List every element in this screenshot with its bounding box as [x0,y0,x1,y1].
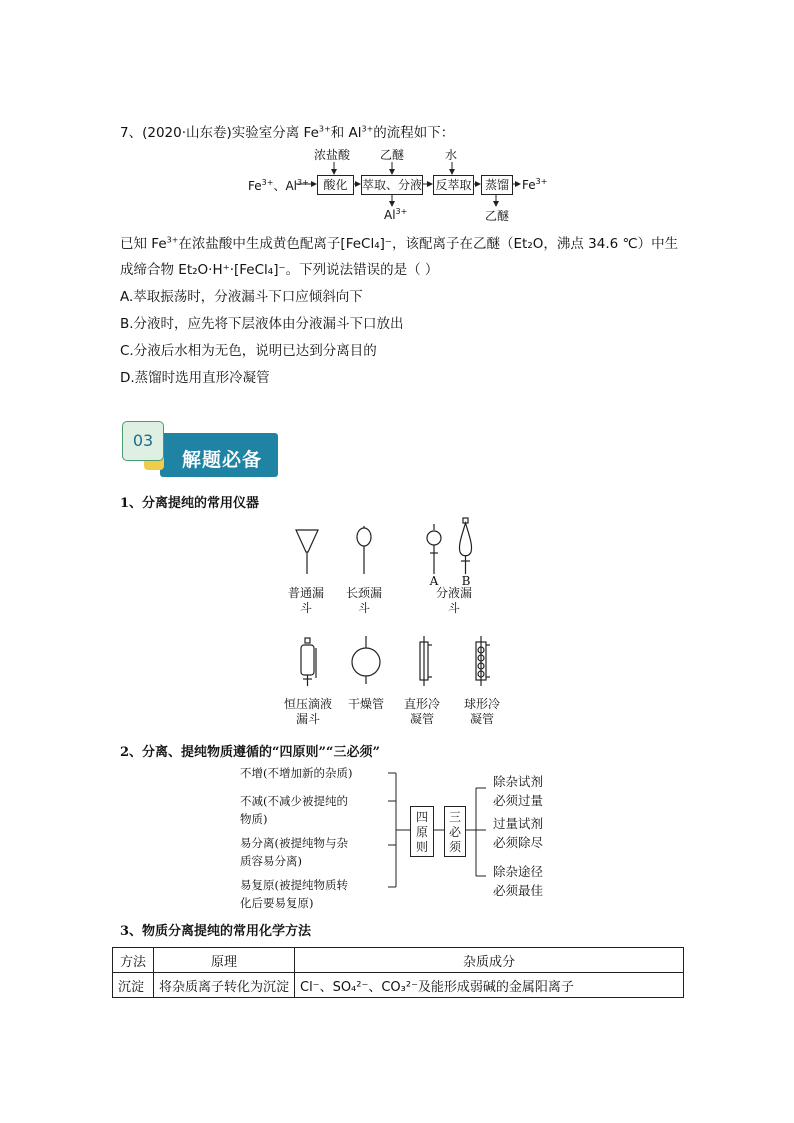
question-line-2: 成缔合物 Et₂O·H⁺·[FeCl₄]⁻。下列说法错误的是（ ） [120,262,439,278]
caption-straight-condenser: 直形冷凝管 [403,697,440,726]
caption-sep-funnel: 分液漏斗 [435,586,472,615]
caption-ordinary-funnel: 普通漏斗 [287,586,324,615]
table-header-impurity: 杂质成分 [295,948,684,973]
rule-2: 不减(不减少被提纯的 物质) [240,794,348,826]
caption-bulb-condenser: 球形冷凝管 [463,697,500,726]
flow-input: $Fe^{3+}$、$Al^{3+}$ [248,178,309,193]
label-a: A [429,574,439,588]
step-back-extract: 反萃取 [433,175,474,195]
banner-number: 03 [122,421,164,461]
reagent-ether: 乙醚 [380,148,405,162]
step-acidify: 酸化 [317,175,354,195]
option-b: B.分液时，应先将下层液体由分液漏斗下口放出 [120,316,404,332]
step-extract: 萃取、分液 [361,175,423,195]
caption-drying-tube: 干燥管 [347,697,384,711]
methods-table [112,947,684,998]
table-header-row [113,948,684,973]
question-line-1: 已知 $Fe^{3+}$在浓盐酸中生成黄色配离子[FeCl₄]⁻，该配离子在乙醚（Et₂O，沸点 34.6 ℃）中生 [120,235,679,252]
table-cell-principle: 将杂质离子转化为沉淀 [154,973,295,998]
three-musts-box: 三必须 [444,806,466,857]
table-cell-impurity: Cl⁻、SO₄²⁻、CO₃²⁻及能形成弱碱的金属阳离子 [295,973,684,998]
four-principles-box: 四原则 [410,806,434,857]
question-stem: 7、(2020·山东卷)实验室分离 $Fe^{3+}$和 $Al^{3+}$的流程如下： [120,124,455,141]
rule-4: 易复原(被提纯物质转 化后要易复原) [240,878,348,910]
must-2: 过量试剂 必须除尽 [493,816,544,850]
flow-product: $Fe^{3+}$ [522,177,548,192]
table-cell-method: 沉淀 [113,973,154,998]
flow-out-al: $Al^{3+}$ [384,207,408,222]
option-c: C.分液后水相为无色，说明已达到分离目的 [120,343,377,359]
label-b: B [461,574,471,588]
option-d: D.蒸馏时选用直形冷凝管 [120,370,270,386]
must-1: 除杂试剂 必须过量 [493,774,544,808]
option-a: A.萃取振荡时，分液漏斗下口应倾斜向下 [120,289,363,305]
flow-out-ether: 乙醚 [485,209,510,223]
caption-long-neck-funnel: 长颈漏斗 [345,586,382,615]
table-header-method: 方法 [113,948,154,973]
must-3: 除杂途径 必须最佳 [493,864,544,898]
section2-heading: 2、分离、提纯物质遵循的“四原则”“三必须” [120,745,380,760]
reagent-hcl: 浓盐酸 [314,148,351,162]
rule-1: 不增(不增加新的杂质) [240,766,353,780]
caption-pressure-funnel: 恒压滴液漏斗 [284,697,333,726]
step-distill: 蒸馏 [481,175,513,195]
table-header-principle: 原理 [154,948,295,973]
section3-heading: 3、物质分离提纯的常用化学方法 [120,924,312,939]
rule-3: 易分离(被提纯物与杂 质容易分离) [240,836,348,868]
banner-title: 解题必备 [182,449,263,471]
section1-heading: 1、分离提纯的常用仪器 [120,496,260,511]
table-row [113,973,684,998]
reagent-water: 水 [445,148,458,162]
